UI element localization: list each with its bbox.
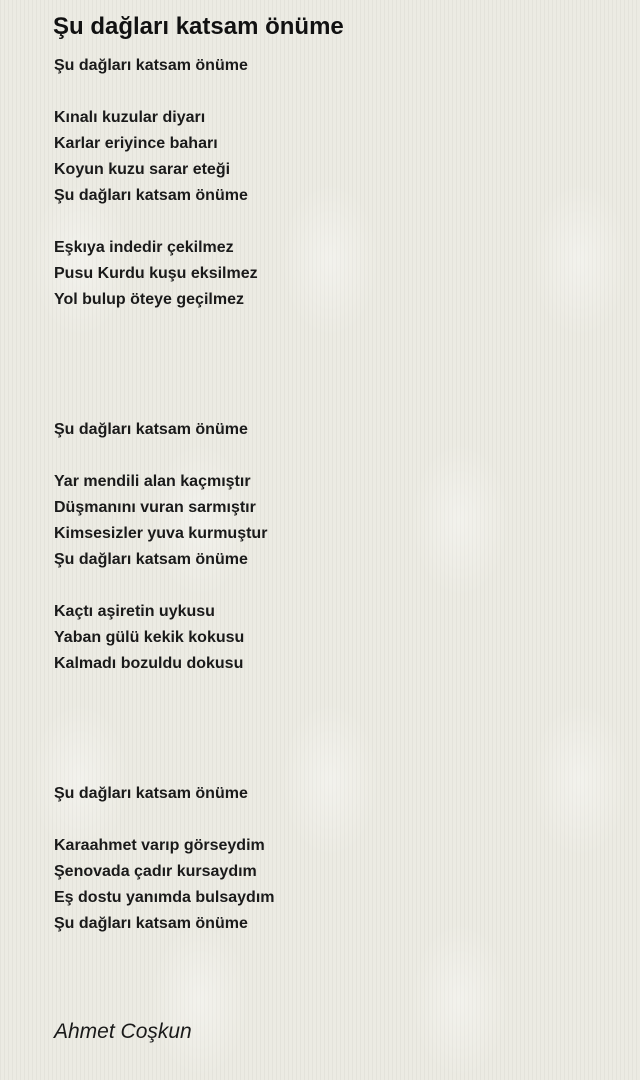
poem-line: Şu dağları katsam önüme — [54, 187, 248, 204]
poem-line: Eşkıya indedir çekilmez — [54, 239, 234, 256]
poem-line: Karaahmet varıp görseydim — [54, 837, 265, 854]
poem-line-blank — [54, 677, 275, 703]
poem-line-blank — [54, 755, 275, 781]
poem-title: Şu dağları katsam önüme — [53, 13, 344, 40]
poem-line: Şu dağları katsam önüme — [54, 551, 248, 568]
poem-line: Eş dostu yanımda bulsaydım — [54, 889, 275, 906]
poem-line: Kimsesizler yuva kurmuştur — [54, 525, 268, 542]
poem-line: Kaçtı aşiretin uykusu — [54, 603, 215, 620]
poem-line: Şu dağları katsam önüme — [54, 915, 248, 932]
poem-line: Düşmanını vuran sarmıştır — [54, 499, 256, 516]
poem-line-blank — [54, 339, 275, 365]
poem-line-blank — [54, 209, 275, 235]
poem-line: Pusu Kurdu kuşu eksilmez — [54, 265, 258, 282]
poem-line-blank — [54, 391, 275, 417]
poem-line: Karlar eriyince baharı — [54, 135, 218, 152]
poem-line-blank — [54, 729, 275, 755]
poem-line: Şu dağları katsam önüme — [54, 785, 248, 802]
poem-line: Yar mendili alan kaçmıştır — [54, 473, 251, 490]
poem-line-blank — [54, 365, 275, 391]
poem-line: Kalmadı bozuldu dokusu — [54, 655, 244, 672]
poem-line: Koyun kuzu sarar eteği — [54, 161, 231, 178]
poem-line: Yaban gülü kekik kokusu — [54, 629, 245, 646]
poem-line: Yol bulup öteye geçilmez — [54, 291, 244, 308]
poem-line: Şu dağları katsam önüme — [54, 57, 248, 74]
poem-line-blank — [54, 313, 275, 339]
poem-line-blank — [54, 703, 275, 729]
poem-author: Ahmet Coşkun — [54, 1020, 192, 1043]
poem-line-blank — [54, 807, 275, 833]
poem-line: Şu dağları katsam önüme — [54, 421, 248, 438]
poem-line-blank — [54, 573, 275, 599]
poem-line: Kınalı kuzular diyarı — [54, 109, 206, 126]
poem-line-blank — [54, 79, 275, 105]
poem-body — [54, 53, 275, 937]
poem-line: Şenovada çadır kursaydım — [54, 863, 257, 880]
poem-line-blank — [54, 443, 275, 469]
